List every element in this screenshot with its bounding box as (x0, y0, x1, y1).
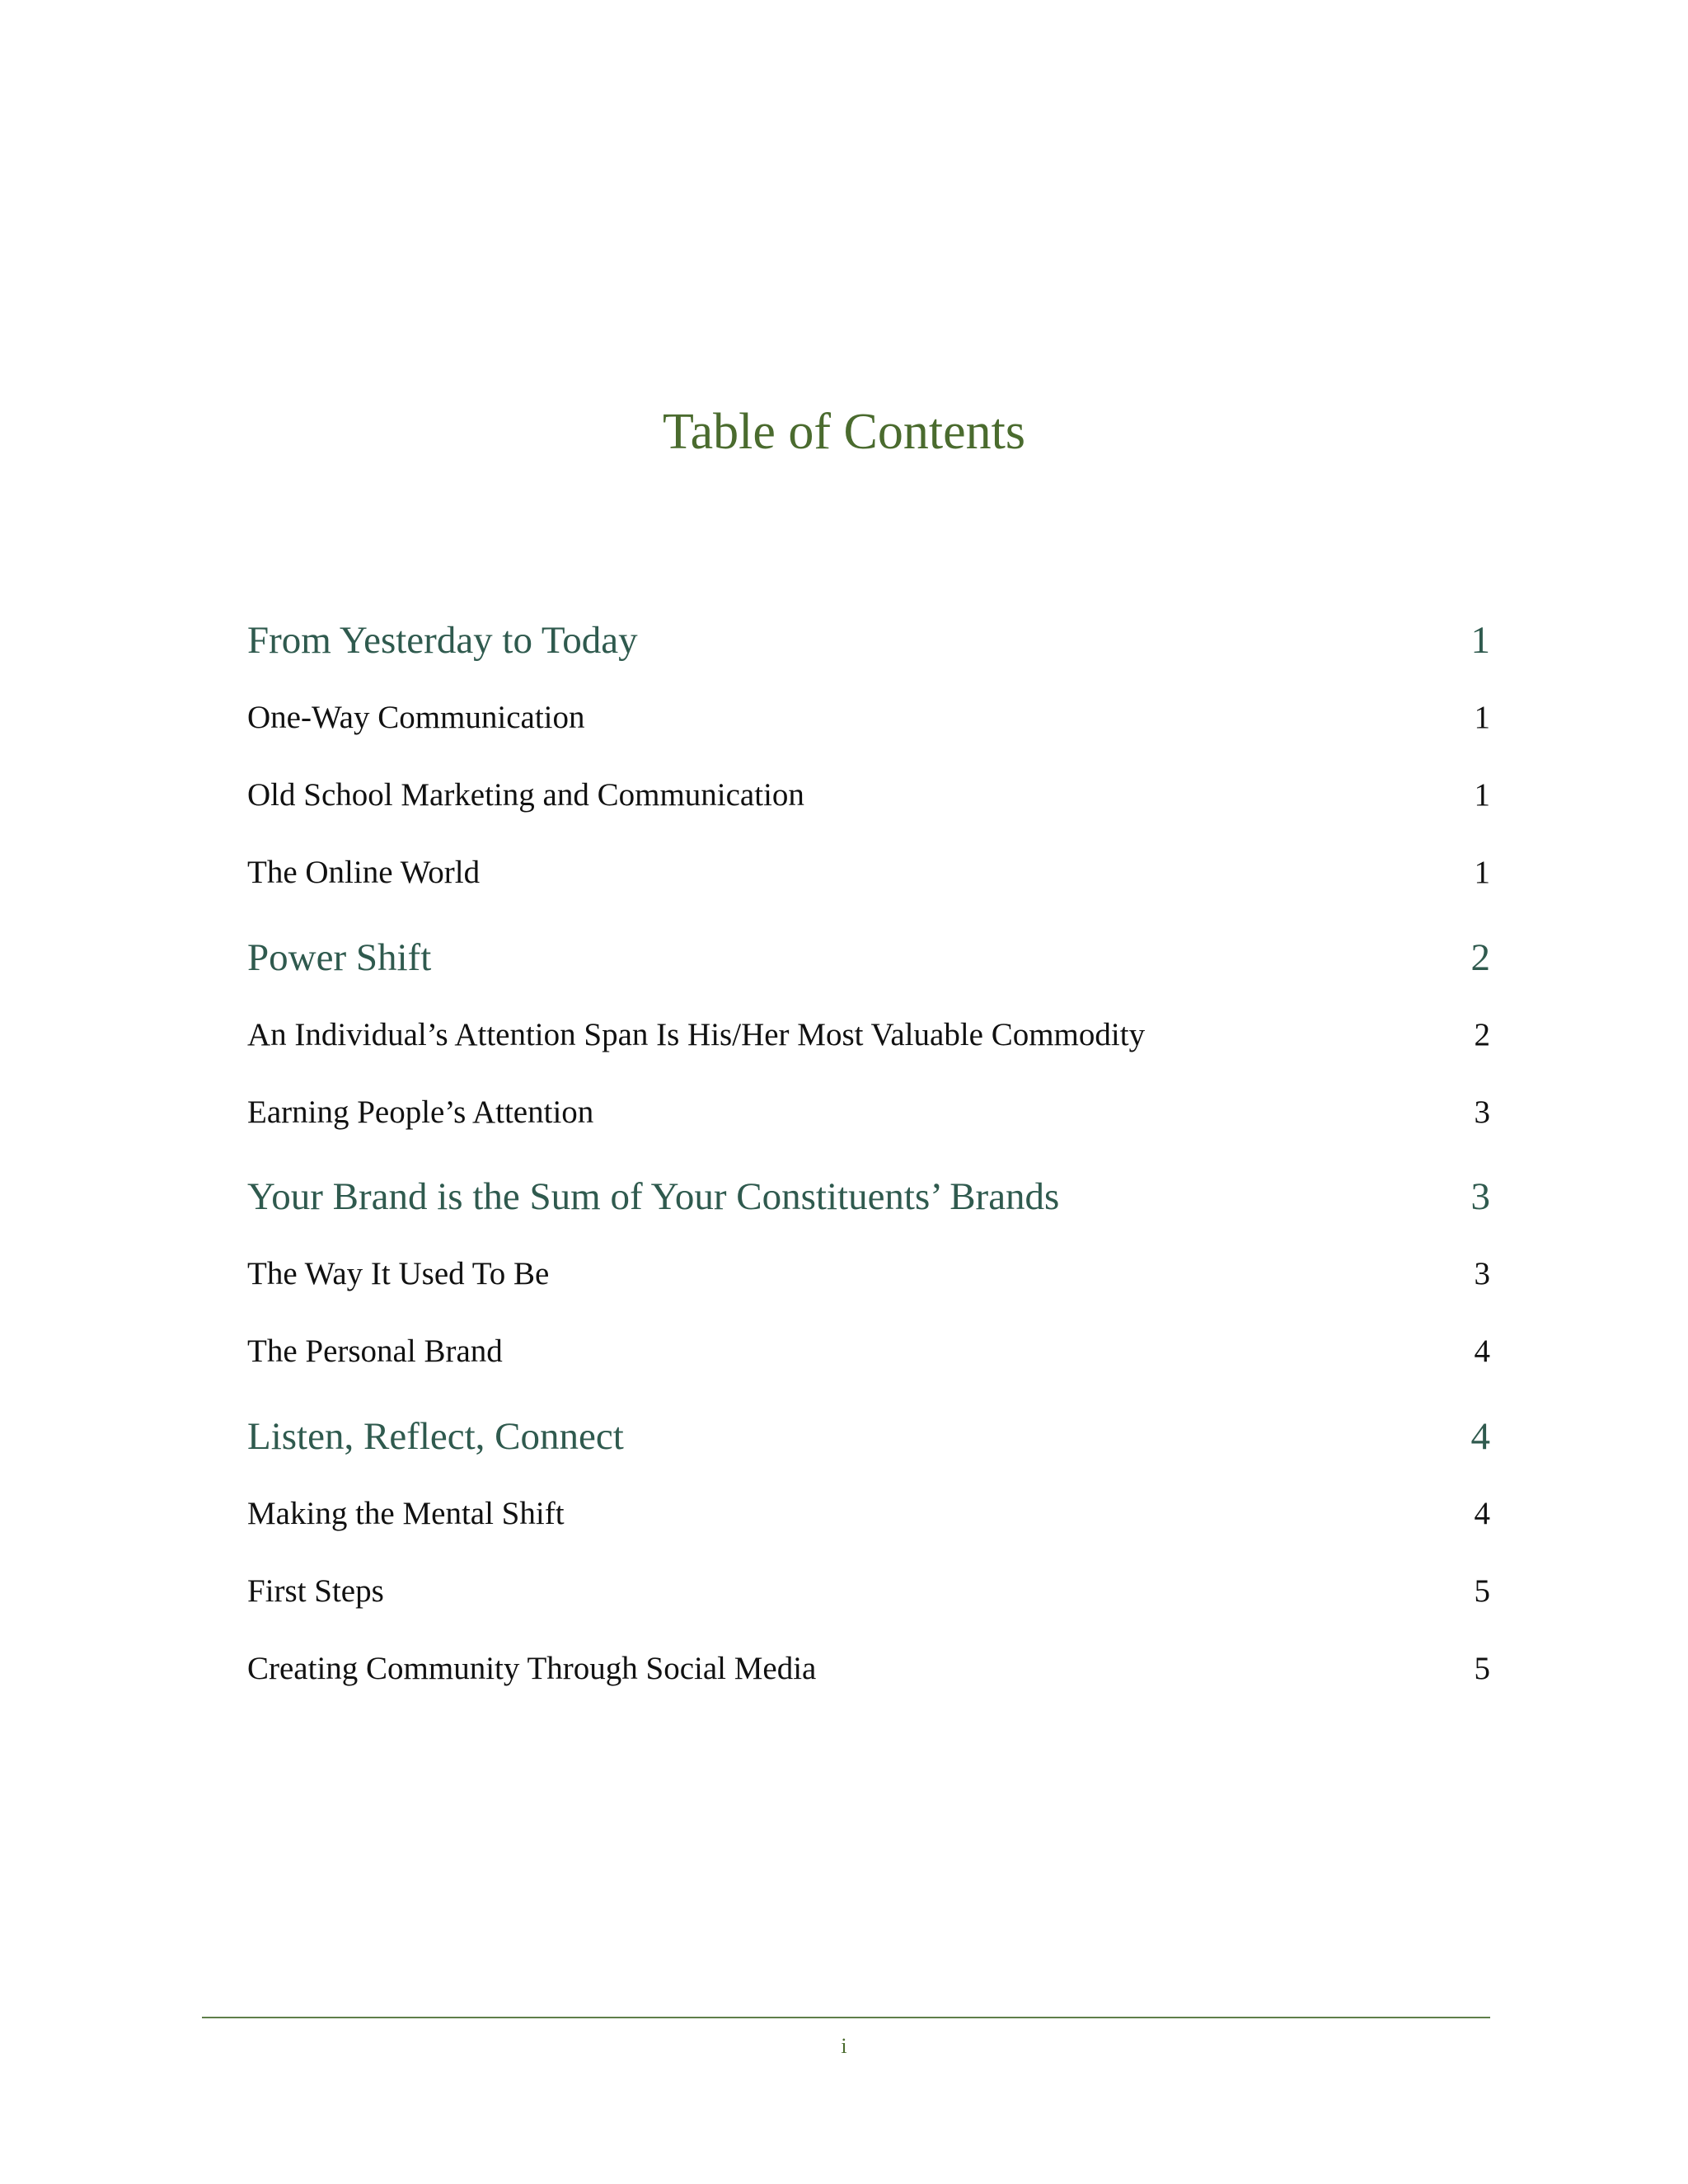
toc-subsection-entry[interactable] (247, 1572, 1490, 1622)
toc-entry-page: 3 (1470, 1175, 1490, 1218)
page-title: Table of Contents (663, 404, 1025, 460)
toc-entry-label: The Personal Brand (247, 1333, 503, 1369)
toc-entry-page: 2 (1470, 936, 1490, 979)
toc-entry-page: 1 (1474, 700, 1490, 735)
toc-subsection-entry[interactable] (247, 1255, 1490, 1305)
toc-entry-page: 1 (1474, 855, 1490, 890)
toc-subsection-entry[interactable] (247, 699, 1490, 748)
toc-entry-label: Your Brand is the Sum of Your Constituents’ Brands (247, 1175, 1060, 1218)
toc-section-entry[interactable] (247, 1174, 1490, 1224)
footer-page-number: i (841, 2034, 847, 2058)
toc-entry-page: 5 (1474, 1651, 1490, 1686)
toc-entry-label: The Online World (247, 855, 481, 890)
toc-entry-label: First Steps (247, 1573, 384, 1609)
toc-subsection-entry[interactable] (247, 1094, 1490, 1143)
toc-section-entry[interactable] (247, 935, 1490, 985)
toc-subsection-entry[interactable] (247, 854, 1490, 903)
toc-entry-label: One-Way Communication (247, 700, 585, 735)
toc-entry-label: Old School Marketing and Communication (247, 777, 804, 813)
toc-entry-label: Power Shift (247, 936, 432, 979)
toc-entry-label: From Yesterday to Today (247, 619, 638, 662)
toc-subsection-entry[interactable] (247, 1333, 1490, 1382)
toc-subsection-entry[interactable] (247, 1016, 1490, 1066)
toc-entry-page: 1 (1470, 619, 1490, 662)
footer-divider (202, 2017, 1490, 2018)
toc-entry-page: 3 (1474, 1256, 1490, 1291)
toc-entry-page: 3 (1474, 1094, 1490, 1130)
toc-entry-label: An Individual’s Attention Span Is His/Her Most Valuable Commodity (247, 1017, 1146, 1052)
toc-entry-page: 2 (1474, 1017, 1490, 1052)
toc-subsection-entry[interactable] (247, 1650, 1490, 1699)
toc-section-entry[interactable] (247, 618, 1490, 668)
toc-entry-label: Earning People’s Attention (247, 1094, 594, 1130)
toc-entry-page: 5 (1474, 1573, 1490, 1609)
toc-entry-label: Making the Mental Shift (247, 1496, 565, 1531)
toc-entry-label: Listen, Reflect, Connect (247, 1415, 624, 1458)
toc-entry-label: Creating Community Through Social Media (247, 1651, 817, 1686)
toc-section-entry[interactable] (247, 1414, 1490, 1464)
toc-entry-label: The Way It Used To Be (247, 1256, 550, 1291)
toc-subsection-entry[interactable] (247, 776, 1490, 826)
toc-entry-page: 1 (1474, 777, 1490, 813)
toc-entry-page: 4 (1474, 1333, 1490, 1369)
toc-entry-page: 4 (1474, 1496, 1490, 1531)
toc-subsection-entry[interactable] (247, 1495, 1490, 1544)
toc-entry-page: 4 (1470, 1415, 1490, 1458)
